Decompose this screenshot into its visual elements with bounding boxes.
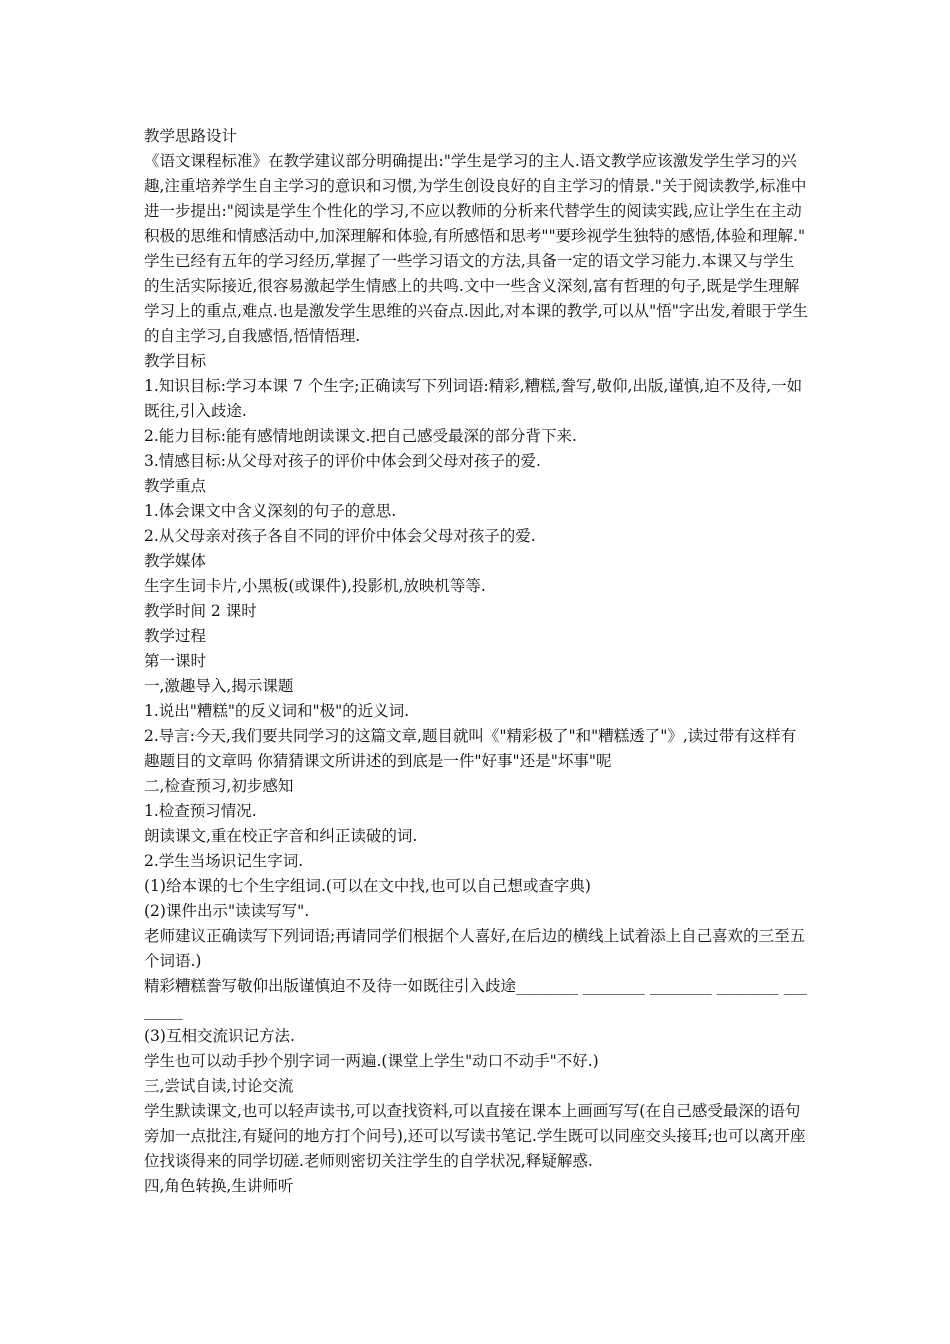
paragraph: 1.检查预习情况. <box>144 802 257 820</box>
paragraph: 学生默读课文,也可以轻声读书,可以查找资料,可以直接在课本上画画写写(在自己感受最深的语句旁加一点批注,有疑问的地方打个问号),还可以写读书笔记.学生既可以同座交头接耳;也可以离开座位找谈得来的同学切磋.老师则密切关注学生的自学状况,释疑解惑. <box>144 1102 806 1170</box>
paragraph: 1.体会课文中含义深刻的句子的意思. <box>144 502 397 520</box>
paragraph: 朗读课文,重在校正字音和纠正读破的词. <box>144 827 418 845</box>
subsection-heading: 二,检查预习,初步感知 <box>144 777 294 795</box>
paragraph: 1.知识目标:学习本课 7 个生字;正确读写下列词语:精彩,糟糕,誊写,敬仰,出版,谨慎,迫不及待,一如既往,引入歧途. <box>144 377 803 420</box>
paragraph: (1)给本课的七个生字组词.(可以在文中找,也可以自己想或查字典) <box>144 877 591 895</box>
paragraph: 《语文课程标准》在教学建议部分明确提出:"学生是学习的主人.语文教学应该激发学生学习的兴趣,注重培养学生自主学习的意识和习惯,为学生创设良好的自主学习的情景."关于阅读教学,标准中进一步提出:"阅读是学生个性化的学习,不应以教师的分析来代替学生的阅读实践,应让学生在主动积极的思维和情感活动中,加深理解和体验,有所感悟和思考""要珍视学生独特的感悟,体验和理解." <box>144 152 807 245</box>
paragraph: 学生已经有五年的学习经历,掌握了一些学习语文的方法,具备一定的语文学习能力.本课又与学生的生活实际接近,很容易激起学生情感上的共鸣.文中一些含义深刻,富有哲理的句子,既是学生理解学习上的重点,难点.也是激发学生思维的兴奋点.因此,对本课的教学,可以从"悟"字出发,着眼于学生的自主学习,自我感悟,悟情悟理. <box>144 252 808 345</box>
subsection-heading: 三,尝试自读,讨论交流 <box>144 1077 294 1095</box>
paragraph: 学生也可以动手抄个别字词一两遍.(课堂上学生"动口不动手"不好.) <box>144 1052 599 1070</box>
section-heading: 教学重点 <box>144 477 207 495</box>
section-heading: 教学过程 <box>144 627 207 645</box>
paragraph: 生字生词卡片,小黑板(或课件),投影机,放映机等等. <box>144 577 486 595</box>
paragraph: 2.从父母亲对孩子各自不同的评价中体会父母对孩子的爱. <box>144 527 536 545</box>
document-body <box>144 124 808 1199</box>
paragraph: 2.学生当场识记生字词. <box>144 852 304 870</box>
paragraph: 3.情感目标:从父母对孩子的评价中体会到父母对孩子的爱. <box>144 452 541 470</box>
section-heading: 教学目标 <box>144 352 207 370</box>
subsection-heading: 四,角色转换,生讲师听 <box>144 1177 294 1195</box>
paragraph: (3)互相交流识记方法. <box>144 1027 295 1045</box>
section-heading: 教学时间 2 课时 <box>144 602 257 620</box>
section-heading: 教学思路设计 <box>144 127 238 145</box>
paragraph: 2.能力目标:能有感情地朗读课文.把自己感受最深的部分背下来. <box>144 427 577 445</box>
paragraph: 2.导言:今天,我们要共同学习的这篇文章,题目就叫《"精彩极了"和"糟糕透了"》,读过带有这样有趣题目的文章吗 你猜猜课文所讲述的到底是一件"好事"还是"坏事"呢 <box>144 727 797 770</box>
paragraph: (2)课件出示"读读写写". <box>144 902 310 920</box>
subsection-heading: 一,激趣导入,揭示课题 <box>144 677 294 695</box>
section-heading: 教学媒体 <box>144 552 207 570</box>
paragraph: 1.说出"糟糕"的反义词和"极"的近义词. <box>144 702 410 720</box>
word-list-with-blanks: 精彩糟糕誊写敬仰出版谨慎迫不及待一如既往引入歧途________ ________ ________ ________ ________ <box>144 977 807 1020</box>
paragraph: 老师建议正确读写下列词语;再请同学们根据个人喜好,在后边的横线上试着添上自己喜欢的三至五个词语.) <box>144 927 806 970</box>
subsection-heading: 第一课时 <box>144 652 207 670</box>
